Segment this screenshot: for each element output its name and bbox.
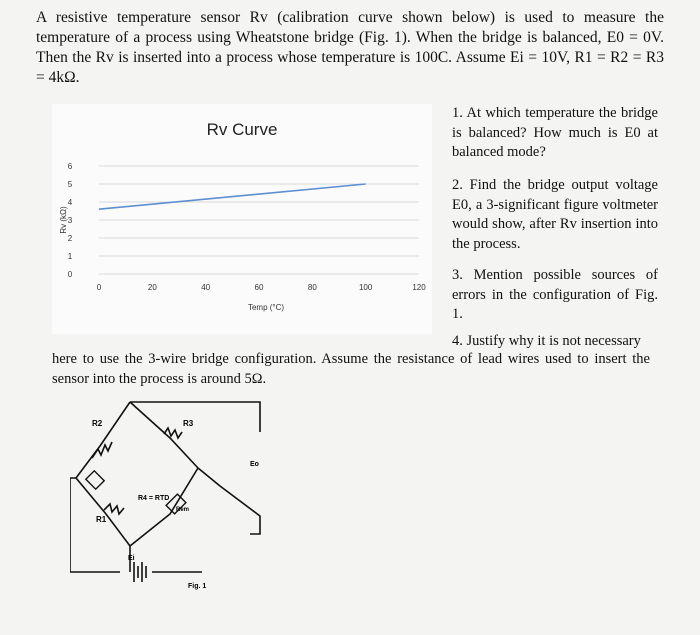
x-tick-label: 0 — [96, 283, 102, 292]
question-4-start: 4. Justify why it is not necessary — [452, 333, 641, 349]
y-axis-label: Rv (kΩ) — [59, 206, 68, 234]
y-tick-label: 0 — [67, 270, 73, 279]
rv-calibration-chart — [52, 104, 432, 334]
supply-lead-left — [70, 478, 120, 572]
x-tick-label: 20 — [147, 283, 157, 292]
y-tick-label: 3 — [67, 216, 73, 225]
x-tick-label: 100 — [358, 283, 373, 292]
question-4-continued: here to use the 3-wire bridge configuration. Assume the resistance of lead wires used to insert the sensor into the process is around 5Ω. — [52, 351, 650, 387]
x-tick-label: 40 — [201, 283, 211, 292]
label-r2: R2 — [92, 419, 103, 428]
y-tick-label: 1 — [67, 252, 73, 261]
resistor-r1 — [104, 504, 124, 514]
y-tick-label: 2 — [67, 234, 73, 243]
question-3: 3. Mention possible sources of errors in the configuration of Fig. 1. — [452, 267, 658, 322]
bridge-arm-r3-wire — [130, 402, 198, 468]
x-tick-label: 120 — [412, 283, 426, 292]
x-tick-label: 80 — [307, 283, 317, 292]
output-lead-bottom — [198, 468, 260, 534]
x-tick-label: 60 — [254, 283, 264, 292]
label-r3: R3 — [183, 419, 194, 428]
bridge-arm-r2-wire — [76, 402, 130, 478]
figure-caption: Fig. 1 — [188, 583, 207, 590]
label-rtd-note: R4 = RTD — [138, 495, 170, 502]
label-ei: Ei — [128, 555, 135, 562]
wheatstone-bridge-figure — [70, 396, 270, 596]
y-tick-label: 4 — [67, 198, 73, 207]
y-tick-label: 5 — [67, 180, 73, 189]
problem-intro: A resistive temperature sensor Rv (calibration curve shown below) is used to measure the temperature of a process using Wheatstone bridge (Fig. 1). When the bridge is balanced, E0 = 0V. Then the Rv is inserted into a process whose temperature is 100C. Assume Ei = 10V, R1 = R2 = R3 = 4kΩ. — [36, 9, 664, 86]
sensor-junction — [86, 471, 104, 489]
series-line-rv — [99, 184, 366, 209]
output-lead-top — [130, 402, 260, 432]
y-tick-label: 6 — [67, 162, 73, 171]
question-1: 1. At which temperature the bridge is balanced? How much is E0 at balanced mode? — [452, 105, 658, 160]
x-axis-label: Temp (°C) — [247, 303, 285, 312]
battery-symbol — [134, 562, 146, 582]
label-eo: Eo — [250, 461, 259, 468]
label-r1: R1 — [96, 515, 107, 524]
resistor-r3 — [164, 428, 182, 438]
chart-title: Rv Curve — [206, 120, 278, 139]
bridge-arm-r1-wire — [76, 478, 130, 546]
label-rem: Rem — [176, 507, 190, 513]
question-2: 2. Find the bridge output voltage E0, a 3-significant figure voltmeter would show, after Rv insertion into the process. — [452, 177, 658, 252]
